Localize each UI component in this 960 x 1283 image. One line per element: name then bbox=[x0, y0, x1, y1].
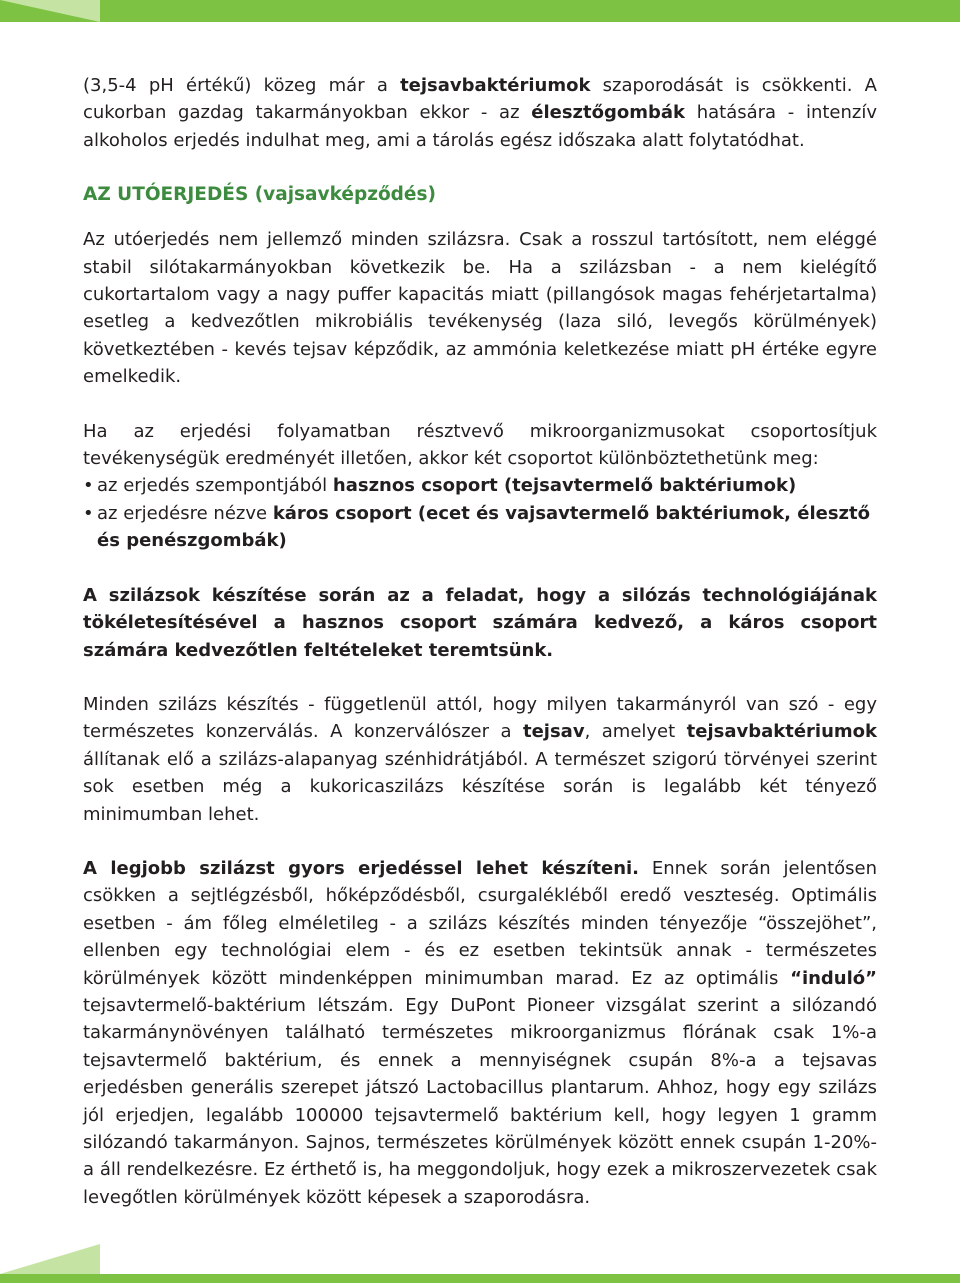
top-green-band bbox=[0, 0, 960, 22]
paragraph-fermentation: A legjobb szilázst gyors erjedéssel lehet készíteni. Ennek során jelentősen csökken a sejtlégzésből, hőképződésből, csurgalékléből eredő veszteség. Optimális esetben - ám főleg elméletileg - a szilázs készítés minden tényezője “összejöhet”, ellenben egy technológiai elem - és ez esetben tekintsük annak - természetes körülmények között mindenképpen minimumban marad. Ez az optimális “induló” tejsavtermelő-baktérium létszám. Egy DuPont Pioneer vizsgálat szerint a silózandó takarmánynövényen található természetes mikroorganizmus flórának csak 1%-a tejsavtermelő baktérium, és ennek a mennyiségnek csupán 8%-a a tejsavas erjedésben generális szerepet játszó Lactobacillus plantarum. Ahhoz, hogy egy szilázs jól erjedjen, legalább 100000 tejsavtermelő baktérium kell, hogy legyen 1 gramm silózandó takarmányon. Sajnos, természetes körülmények között ennek csupán 1-20%-a áll rendelkezésre. Ez érthető is, ha meggondoljuk, hogy ezek a mikroszervezetek csak levegőtlen körülmények között képesek a szaporodásra. bbox=[83, 857, 877, 1208]
bold-term: tejsavbaktériumok bbox=[400, 75, 591, 96]
paragraph-conservation: Minden szilázs készítés - függetlenül attól, hogy milyen takarmányról van szó - egy természetes konzerválás. A konzerválószer a tejsav, amelyet tejsavbaktériumok állítanak elő a szilázs-alapanyag szénhidrátjából. A természet szigorú törvényei szerint sok esetben még a kukoricaszilázs készítése során is legalább két tényező minimumban lehet. bbox=[83, 693, 878, 825]
top-corner-accent bbox=[0, 0, 100, 22]
bullet-list bbox=[83, 472, 877, 554]
list-item: • az erjedés szempontjából hasznos csoport (tejsavtermelő baktériumok) bbox=[83, 472, 877, 499]
paragraph-groups: Ha az erjedési folyamatban résztvevő mikroorganizmusokat csoportosítjuk tevékenységük eredményét illetően, akkor két csoportot különböztethetünk meg: bbox=[83, 420, 877, 470]
bold-term: “induló” bbox=[790, 967, 877, 989]
paragraph-utoerjedes: Az utóerjedés nem jellemző minden szilázsra. Csak a rosszul tartósított, nem eléggé stabil silótakarmányokban következik be. Ha a szilázsban - a nem kielégítő cukortartalom vagy a nagy puffer kapacitás miatt (pillangósok magas fehérjetartalma) esetleg a kedvezőtlen mikrobiális tevékenység (laza siló, levegős körülmények) következtében - kevés tejsav képződik, az ammónia keletkezése miatt pH értéke egyre emelkedik. bbox=[83, 229, 877, 388]
bold-term: tejsavbaktériumok bbox=[686, 721, 878, 743]
bold-term: tejsav bbox=[522, 721, 585, 743]
section-heading: AZ UTÓERJEDÉS (vajsavképződés) bbox=[83, 184, 436, 206]
bold-term: élesztőgombák bbox=[531, 102, 685, 124]
bullet-icon: • bbox=[83, 502, 94, 524]
list-item: • az erjedésre nézve káros csoport (ecet és vajsavtermelő baktériumok, élesztő és penészgombák) bbox=[83, 500, 877, 555]
paragraph-task: A szilázsok készítése során az a feladat, hogy a silózás technológiájának tökéletesítésével a hasznos csoport számára kedvező, a káros csoport számára kedvezőtlen feltételeket teremtsünk. bbox=[83, 584, 877, 661]
bottom-green-band bbox=[0, 1274, 960, 1283]
bold-term: A legjobb szilázst gyors erjedéssel lehet készíteni. bbox=[83, 857, 640, 879]
bottom-corner-accent bbox=[0, 1244, 100, 1274]
bullet-icon: • bbox=[83, 475, 94, 497]
paragraph-intro: (3,5-4 pH értékű) közeg már a tejsavbaktériumok szaporodását is csökkenti. A cukorban gazdag takarmányokban ekkor - az élesztőgombák hatására - intenzív alkoholos erjedés indulhat meg, ami a tárolás egész időszaka alatt folytatódhat. bbox=[83, 75, 877, 151]
page-body bbox=[83, 72, 877, 1211]
